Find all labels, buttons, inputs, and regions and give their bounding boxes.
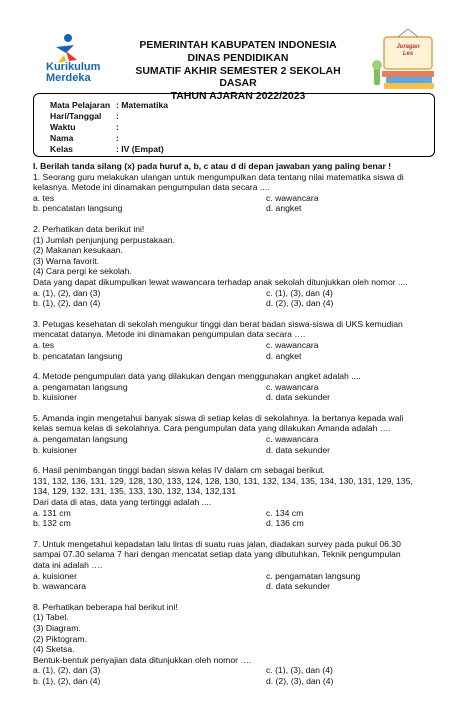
option-c[interactable]: c. wawancara [266, 192, 319, 203]
info-row-class [50, 144, 164, 155]
question-line: (4) Cara pergi ke sekolah. [33, 266, 132, 277]
answer-options [33, 382, 443, 403]
option-a[interactable]: a. (1), (2), dan (3) [33, 287, 101, 298]
question-line: data ini adalah …. [33, 560, 103, 570]
question-line: (3) Diagram. [33, 622, 81, 633]
question-line: 8. Perhatikan beberapa hal berikut ini! [33, 601, 178, 612]
info-label: Hari/Tanggal [50, 111, 102, 121]
info-row-time [50, 122, 119, 133]
option-c[interactable]: c. 134 cm [266, 507, 304, 518]
option-c[interactable]: c. wawancara [266, 434, 319, 445]
answer-options [33, 665, 443, 686]
option-b[interactable]: b. pencatatan langsung [33, 350, 123, 361]
badge-text [384, 44, 432, 58]
info-value: : [116, 111, 119, 121]
option-b[interactable]: b. kuisioner [33, 392, 77, 403]
answer-options [33, 508, 443, 529]
option-a[interactable]: a. tes [33, 339, 55, 350]
question-line: (2) Makanan kesukaan. [33, 245, 123, 256]
question-8 [33, 602, 443, 687]
question-line: 1. Seorang guru melakukan ulangan untuk mengumpulkan data tentang nilai matematika siswa di [33, 171, 404, 182]
option-d[interactable]: d. (2), (3), dan (4) [266, 298, 334, 309]
question-1 [33, 172, 443, 214]
badge-text-line2: Les [402, 51, 414, 57]
option-b[interactable]: b. kuisioner [33, 444, 77, 455]
info-row-subject [50, 100, 168, 111]
option-a[interactable]: a. kuisioner [33, 570, 77, 581]
question-line: (3) Warna favorit. [33, 255, 100, 266]
question-line: 7. Untuk mengetahui kepadatan lalu lintas di suatu ruas jalan, diadakan survey pada pukul 06.30 [33, 538, 401, 549]
info-value: : [116, 133, 119, 143]
question-5 [33, 413, 443, 455]
question-6 [33, 465, 443, 529]
answer-options [33, 340, 443, 361]
logo-text-line1: Kurikulum [46, 61, 101, 73]
option-b[interactable]: b. (1), (2), dan (4) [33, 298, 101, 309]
logo-text [46, 62, 100, 83]
option-d[interactable]: d. angket [266, 203, 302, 214]
question-line: (2) Piktogram. [33, 633, 87, 644]
option-d[interactable]: d. data sekunder [266, 581, 331, 592]
option-c[interactable]: c. (1), (3), dan (4) [266, 665, 333, 676]
question-line: (4) Sketsa. [33, 644, 75, 655]
questions-section [33, 161, 443, 687]
question-3 [33, 319, 443, 361]
info-row-name [50, 133, 119, 144]
option-b[interactable]: b. pencatatan langsung [33, 203, 123, 214]
info-label: Kelas [50, 144, 73, 154]
question-line: 2. Perhatikan data berikut ini! [33, 223, 145, 234]
answer-options [33, 193, 443, 214]
option-c[interactable]: c. wawancara [266, 381, 319, 392]
option-c[interactable]: c. pengamatan langsung [266, 570, 361, 581]
header-line-1: PEMERINTAH KABUPATEN INDONESIA [139, 39, 337, 51]
option-a[interactable]: a. (1), (2), dan (3) [33, 665, 101, 676]
info-row-date [50, 111, 119, 122]
option-c[interactable]: c. wawancara [266, 339, 319, 350]
question-line: 3. Petugas kesehatan di sekolah mengukur tinggi dan berat badan siswa-siswa di UKS kemudian [33, 318, 403, 329]
question-line: 134, 129, 132, 131, 135, 133, 130, 132, 134, 132,131 [33, 486, 237, 497]
question-line: kelas semua kelas di sekolahnya. Cara pengumpulan data yang dilakukan Amanda adalah …. [33, 423, 391, 434]
question-line: mencatat datanya. Metode ini dinamakan pengumpulan data secara …. [33, 329, 306, 340]
badge-text-line1: Juragan [396, 44, 420, 50]
info-value: : Matematika [116, 100, 169, 110]
question-line: Bentuk-bentuk penyajian data ditunjukkan oleh nomor …. [33, 654, 252, 665]
header-line-2: DINAS PENDIDIKAN [187, 51, 289, 64]
info-value: : [116, 122, 119, 132]
option-d[interactable]: d. data sekunder [266, 444, 331, 455]
option-d[interactable]: d. (2), (3), dan (4) [266, 675, 334, 686]
option-b[interactable]: b. (1), (2), dan (4) [33, 675, 101, 686]
student-info-box [33, 93, 435, 157]
header-line-3: SUMATIF AKHIR SEMESTER 2 SEKOLAH DASAR [135, 64, 341, 90]
question-line: Dari data di atas, data yang tertinggi adalah .... [33, 497, 212, 508]
option-b[interactable]: b. wawancara [33, 581, 87, 592]
option-a[interactable]: a. 131 cm [33, 507, 71, 518]
question-line: (1) Jumlah penjunjung perpustakaan. [33, 234, 175, 245]
option-d[interactable]: d. 136 cm [266, 518, 304, 529]
option-b[interactable]: b. 132 cm [33, 518, 71, 529]
question-7 [33, 539, 443, 592]
question-line: (1) Tabel. [33, 612, 69, 623]
info-label: Waktu [50, 122, 76, 132]
logo-text-line2: Merdeka [46, 71, 91, 84]
info-value: : IV (Empat) [116, 144, 164, 154]
question-line: 4. Metode pengumpulan data yang dilakukan dengan menggunakan angket adalah .... [33, 371, 361, 382]
option-c[interactable]: c. (1), (3), dan (4) [266, 287, 333, 298]
question-line: Data yang dapat dikumpulkan lewat wawancara terhadap anak sekolah ditunjukkan oleh nomor .... [33, 276, 408, 287]
question-line: sampai 07.30 selama 7 hari dengan mencatat setiap data yang dibutuhkan. Teknik pengumpulan [33, 549, 401, 560]
option-a[interactable]: a. pengamatan langsung [33, 434, 128, 445]
option-d[interactable]: d. data sekunder [266, 392, 331, 403]
option-a[interactable]: a. pengamatan langsung [33, 381, 128, 392]
question-line: 131, 132, 136, 131, 129, 128, 130, 133, 124, 128, 130, 131, 132, 134, 135, 134, 130, 131, 129, 135, [33, 475, 413, 486]
question-line: kelasnya. Metode ini dinamakan pengumpulan data secara .... [33, 182, 270, 193]
option-a[interactable]: a. tes [33, 192, 55, 203]
question-4 [33, 371, 443, 403]
header-line-4: TAHUN AJARAN 2022/2023 [170, 90, 306, 103]
answer-options [33, 434, 443, 455]
instruction-text: I. Berilah tanda silang (x) pada huruf a, b, c atau d di depan jawaban yang paling benar ! [33, 161, 392, 171]
question-line: 6. Hasil penimbangan tinggi badan siswa kelas IV dalam cm sebagai berikut. [33, 465, 325, 476]
juragan-les-badge [368, 27, 448, 91]
question-2 [33, 224, 443, 309]
question-line: 5. Amanda ingin mengetahui banyak siswa di setiap kelas di sekolahnya. Ia bertanya kepada wali [33, 412, 404, 423]
info-label: Nama [50, 133, 74, 143]
option-d[interactable]: d. angket [266, 350, 302, 361]
answer-options [33, 571, 443, 592]
answer-options [33, 288, 443, 309]
info-label: Mata Pelajaran [50, 100, 111, 110]
